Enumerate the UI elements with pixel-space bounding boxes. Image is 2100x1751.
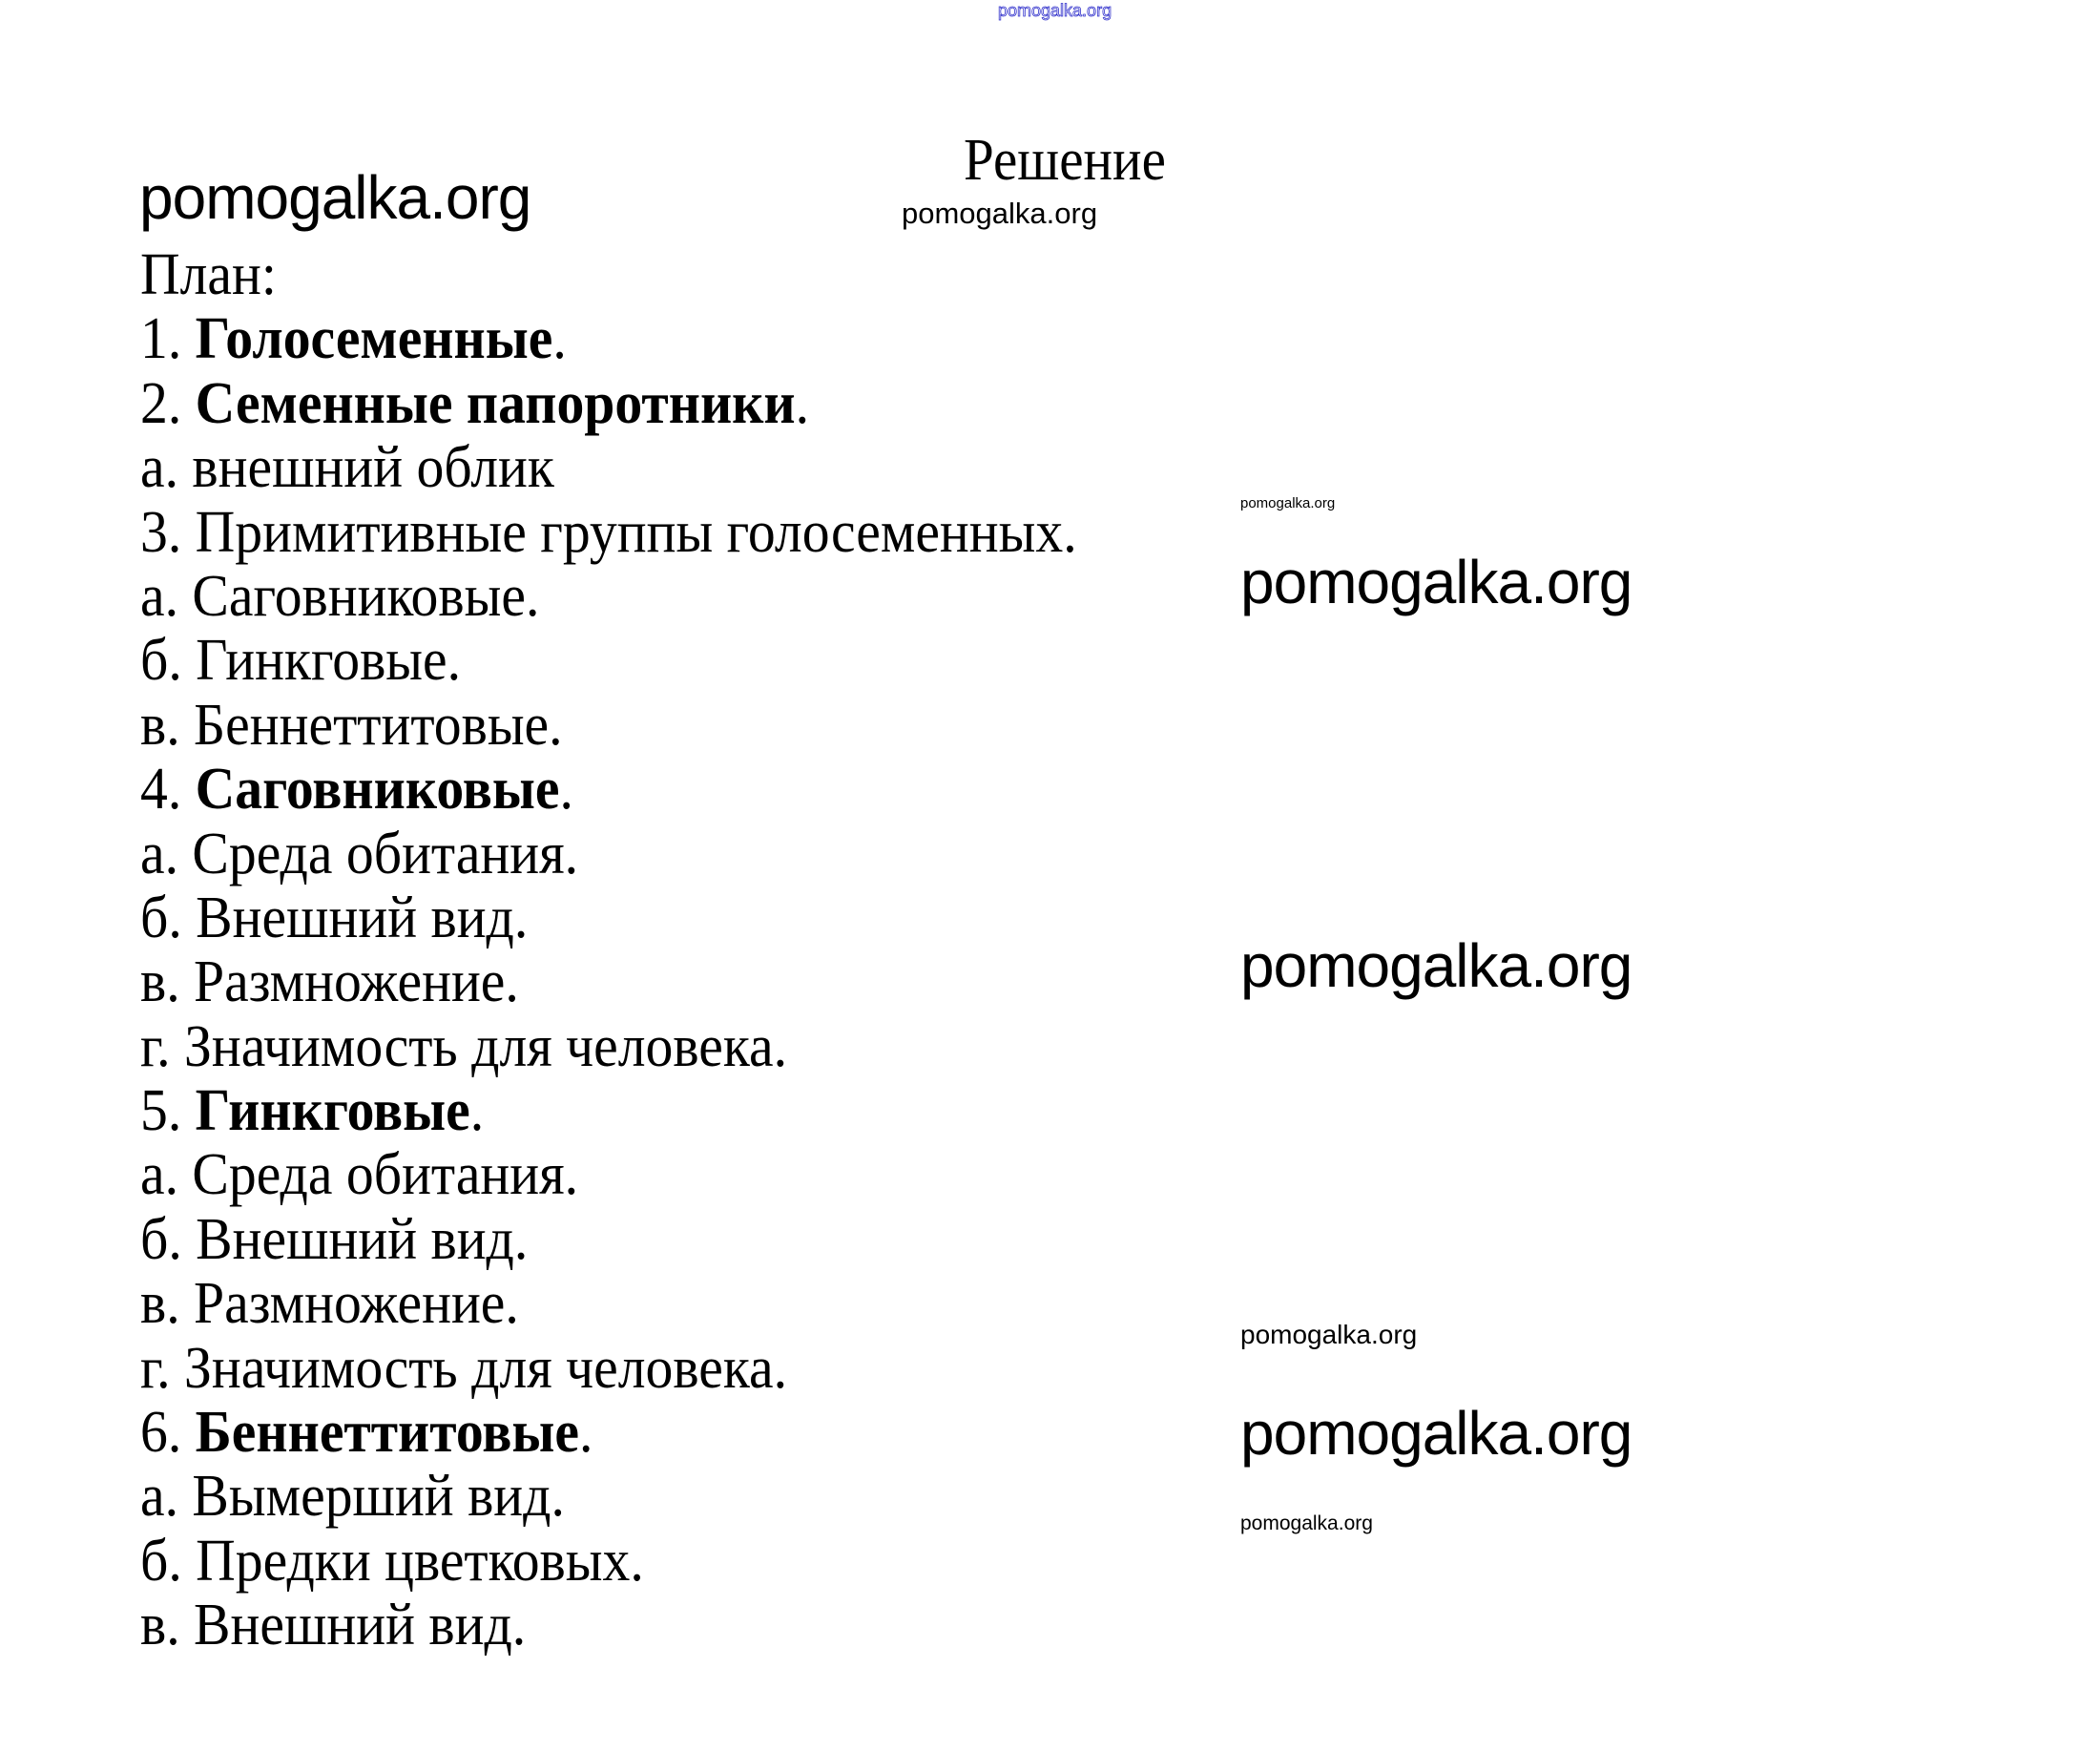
plan-item (140, 1530, 1077, 1594)
plan-item-text: Внешний вид. (194, 1593, 527, 1658)
watermark: pomogalka.org (902, 197, 1098, 230)
plan-item-text: Беннеттитовые. (194, 692, 563, 758)
plan-item-number: в. (140, 949, 195, 1015)
plan-item (140, 501, 1077, 565)
plan-item-text: Гинкговые. (196, 628, 462, 694)
plan-item-number: 5. (140, 1078, 196, 1144)
plan-item-number: г. (140, 1013, 184, 1079)
plan-item (140, 629, 1077, 693)
plan-item-text: Значимость для человека. (183, 1335, 787, 1401)
plan-item-text: Размножение. (194, 949, 519, 1015)
plan-item-number: а. (140, 821, 193, 886)
plan-item-number: г. (140, 1335, 184, 1401)
plan-item-number: б. (140, 1528, 197, 1594)
plan-item-text: Внешний вид. (196, 885, 529, 950)
plan-item-text: Внешний вид. (196, 1206, 529, 1272)
plan-item-suffix: . (559, 757, 573, 823)
plan-item-text: Размножение. (194, 1271, 519, 1337)
plan-item-number: а. (140, 435, 193, 501)
plan-item-number: 3. (140, 499, 196, 565)
plan-item-number: б. (140, 885, 197, 950)
plan-item-number: в. (140, 1271, 195, 1337)
plan-item (140, 1272, 1077, 1336)
plan-item-text: Голосеменные (195, 306, 553, 372)
plan-item-text: Значимость для человека. (183, 1013, 787, 1079)
plan-item-number: а. (140, 563, 193, 629)
plan-item-text: Беннеттитовые (195, 1400, 579, 1466)
plan-item-text: Семенные папоротники (195, 370, 796, 436)
plan-list (140, 243, 1148, 1658)
plan-item-suffix: . (578, 1400, 593, 1466)
plan-item (140, 372, 1077, 436)
watermark-top: pomogalka.org (998, 1, 1112, 20)
watermark: pomogalka.org (1240, 495, 1336, 511)
plan-item-number: а. (140, 1142, 193, 1208)
plan-item-text: Среда обитания. (192, 1142, 579, 1208)
plan-item (140, 950, 1077, 1014)
plan-label: План: (140, 242, 277, 307)
plan-item (140, 1337, 1077, 1401)
plan-item-number: 1. (140, 306, 196, 372)
plan-item (140, 823, 1077, 886)
plan-item (140, 307, 1077, 371)
plan-item (140, 1143, 1077, 1207)
plan-item (140, 886, 1077, 950)
plan-item (140, 565, 1077, 629)
watermark: pomogalka.org (1240, 1320, 1418, 1349)
plan-item-number: б. (140, 1206, 197, 1272)
plan-item-text: Вымерший вид. (192, 1464, 565, 1530)
plan-item (140, 1465, 1077, 1529)
watermark: pomogalka.org (139, 163, 531, 232)
plan-item (140, 1208, 1077, 1272)
plan-item (140, 758, 1077, 822)
plan-item (140, 1401, 1077, 1465)
plan-item-text: Гинкговые (195, 1078, 470, 1144)
plan-item (140, 1079, 1077, 1143)
plan-item (140, 1015, 1077, 1079)
page-title: Решение (964, 128, 1166, 193)
plan-item-number: в. (140, 1593, 195, 1658)
plan-item-number: 2. (140, 370, 196, 436)
watermark: pomogalka.org (1240, 1399, 1632, 1468)
plan-item (140, 694, 1077, 758)
plan-item-text: Среда обитания. (192, 821, 579, 886)
plan-item-text: Предки цветковых. (196, 1528, 644, 1594)
plan-item-text: Примитивные группы голосеменных. (195, 499, 1077, 565)
plan-item-text: Саговниковые (195, 757, 560, 823)
plan-item-text: Саговниковые. (192, 563, 540, 629)
watermark: pomogalka.org (1240, 548, 1632, 616)
watermark: pomogalka.org (1240, 931, 1632, 1000)
plan-item-number: 4. (140, 757, 196, 823)
plan-item-number: в. (140, 692, 195, 758)
plan-item-number: б. (140, 628, 197, 694)
plan-item-suffix: . (795, 370, 810, 436)
plan-item-text: внешний облик (192, 435, 554, 501)
plan-item-number: а. (140, 1464, 193, 1530)
plan-item-suffix: . (469, 1078, 485, 1144)
plan-item (140, 436, 1077, 500)
plan-item-suffix: . (552, 306, 567, 372)
plan-item (140, 1594, 1077, 1657)
watermark: pomogalka.org (1240, 1512, 1373, 1534)
plan-item-number: 6. (140, 1400, 196, 1466)
